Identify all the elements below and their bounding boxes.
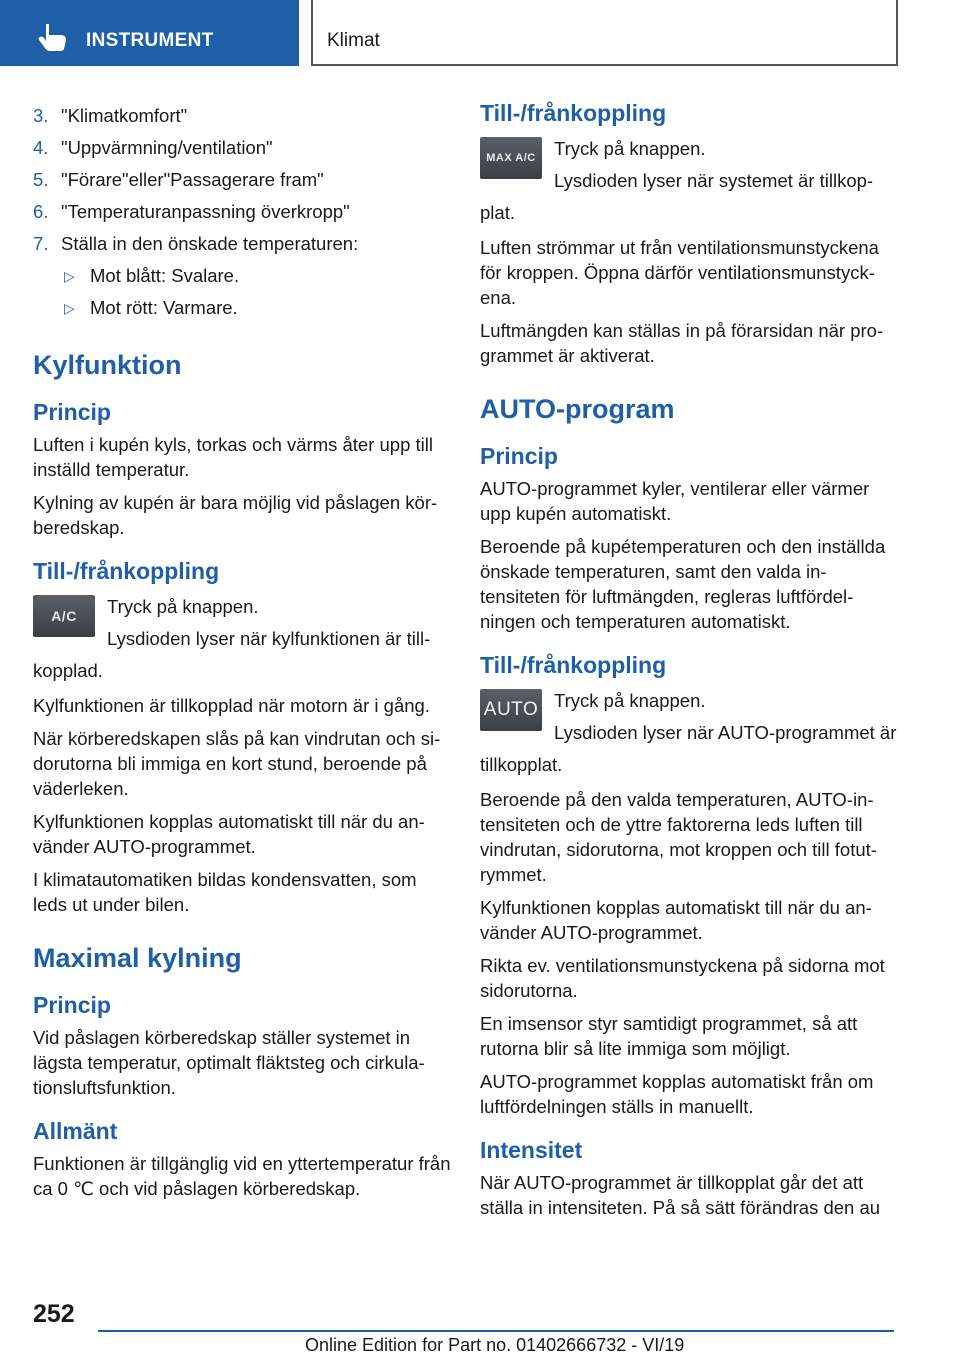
button-instruction	[33, 591, 453, 687]
list-number: 5.	[33, 169, 49, 190]
chapter-header	[311, 0, 898, 66]
sub-list-text: Mot rött: Varmare.	[90, 297, 238, 318]
list-text: "Klimatkomfort"	[61, 105, 188, 126]
instruction-line: Tryck på knappen.	[107, 596, 259, 617]
paragraph: Kylfunktionen kopplas automatiskt till när du använder AUTO-programmet.	[33, 811, 425, 857]
paragraph: AUTO-programmet kopplas automatiskt från om luftfördelningen ställs in manuellt.	[480, 1071, 874, 1117]
section-heading: Kylfunktion	[33, 350, 182, 380]
list-item	[33, 132, 453, 164]
list-item	[33, 196, 453, 228]
button-instruction	[480, 685, 898, 781]
instruction-line: Tryck på knappen.	[554, 690, 706, 711]
left-column	[33, 100, 453, 1209]
list-number: 6.	[33, 201, 49, 222]
list-text: Ställa in den önskade temperaturen:	[61, 233, 359, 254]
subsection-heading: Princip	[33, 399, 111, 425]
section-heading: Maximal kylning	[33, 943, 242, 973]
paragraph: Luften i kupén kyls, torkas och värms åter upp till inställd temperatur.	[33, 434, 433, 480]
triangle-bullet-icon: ▷	[64, 268, 75, 284]
button-instruction	[480, 133, 898, 229]
paragraph: AUTO-programmet kyler, ventilerar eller värmer upp kupén automatiskt.	[480, 478, 870, 524]
paragraph: Funktionen är tillgänglig vid en yttertemperatur från ca 0 ℃ och vid påslagen körberedskap.	[33, 1153, 451, 1199]
sub-list-item	[33, 260, 453, 292]
footer-edition: Online Edition for Part no. 01402666732 - VI/19	[305, 1335, 685, 1355]
paragraph: Beroende på kupétemperaturen och den inställda önskade temperaturen, samt den valda intensiteten för luftmängden, regleras luftfördelningen och temperaturen automatiskt.	[480, 536, 886, 632]
paragraph: När AUTO-programmet är tillkopplat går det att ställa in intensiteten. På så sätt förändras den au	[480, 1172, 881, 1218]
footer-divider	[98, 1330, 894, 1332]
max-ac-button-image: MAX A/C	[480, 137, 542, 179]
list-number: 3.	[33, 105, 49, 126]
chapter-title: Klimat	[327, 30, 380, 51]
hand-pointer-icon	[36, 22, 70, 52]
right-column	[480, 100, 898, 1228]
auto-button-image: AUTO	[480, 689, 542, 731]
ac-button-image: A/C	[33, 595, 95, 637]
paragraph: Kylning av kupén är bara möjlig vid påslagen körberedskap.	[33, 492, 438, 538]
triangle-bullet-icon: ▷	[64, 300, 75, 316]
section-label: INSTRUMENT	[86, 30, 214, 51]
page-number: 252	[33, 1300, 75, 1328]
section-heading: AUTO-program	[480, 394, 675, 424]
list-text: "Uppvärmning/ventilation"	[61, 137, 273, 158]
paragraph: När körberedskapen slås på kan vindrutan och sidorutorna bli immiga en kort stund, beroende på väderleken.	[33, 728, 441, 799]
instruction-line: Lysdioden lyser när AUTO-programmet är tillkopplat.	[480, 722, 897, 775]
paragraph: Beroende på den valda temperaturen, AUTO-intensiteten och de yttre faktorerna leds luften till vindrutan, sidorutorna, mot kroppen och till fotutrymmet.	[480, 789, 877, 885]
instruction-line: Lysdioden lyser när systemet är tillkopplat.	[480, 170, 874, 223]
subsection-heading: Till-/frånkoppling	[480, 100, 667, 126]
list-item	[33, 228, 453, 260]
paragraph: I klimatautomatiken bildas kondensvatten, som leds ut under bilen.	[33, 869, 417, 915]
subsection-heading: Till-/frånkoppling	[480, 652, 667, 678]
list-number: 4.	[33, 137, 49, 158]
paragraph: Kylfunktionen är tillkopplad när motorn är i gång.	[33, 695, 430, 716]
list-number: 7.	[33, 233, 49, 254]
subsection-heading: Intensitet	[480, 1137, 583, 1163]
list-item	[33, 100, 453, 132]
sub-list-item	[33, 292, 453, 324]
instruction-line: Lysdioden lyser när kylfunktionen är tillkopplad.	[33, 628, 431, 681]
paragraph: Luftmängden kan ställas in på förarsidan när programmet är aktiverat.	[480, 320, 884, 366]
subsection-heading: Till-/frånkoppling	[33, 558, 220, 584]
list-item	[33, 164, 453, 196]
numbered-list	[33, 100, 453, 324]
paragraph: Rikta ev. ventilationsmunstyckena på sidorna mot sidorutorna.	[480, 955, 885, 1001]
paragraph: Luften strömmar ut från ventilationsmunstyckena för kroppen. Öppna därför ventilationsmunstyckena.	[480, 237, 879, 308]
sub-list-text: Mot blått: Svalare.	[90, 265, 240, 286]
paragraph: En imsensor styr samtidigt programmet, så att rutorna blir så lite immiga som möjligt.	[480, 1013, 858, 1059]
subsection-heading: Allmänt	[33, 1118, 118, 1144]
paragraph: Kylfunktionen kopplas automatiskt till när du använder AUTO-programmet.	[480, 897, 872, 943]
subsection-heading: Princip	[33, 992, 111, 1018]
list-text: "Förare"eller"Passagerare fram"	[61, 169, 324, 190]
section-tab[interactable]	[0, 0, 299, 66]
list-text: "Temperaturanpassning överkropp"	[61, 201, 350, 222]
subsection-heading: Princip	[480, 443, 558, 469]
instruction-line: Tryck på knappen.	[554, 138, 706, 159]
paragraph: Vid påslagen körberedskap ställer systemet in lägsta temperatur, optimalt fläktsteg och cirkulationsluftsfunktion.	[33, 1027, 425, 1098]
